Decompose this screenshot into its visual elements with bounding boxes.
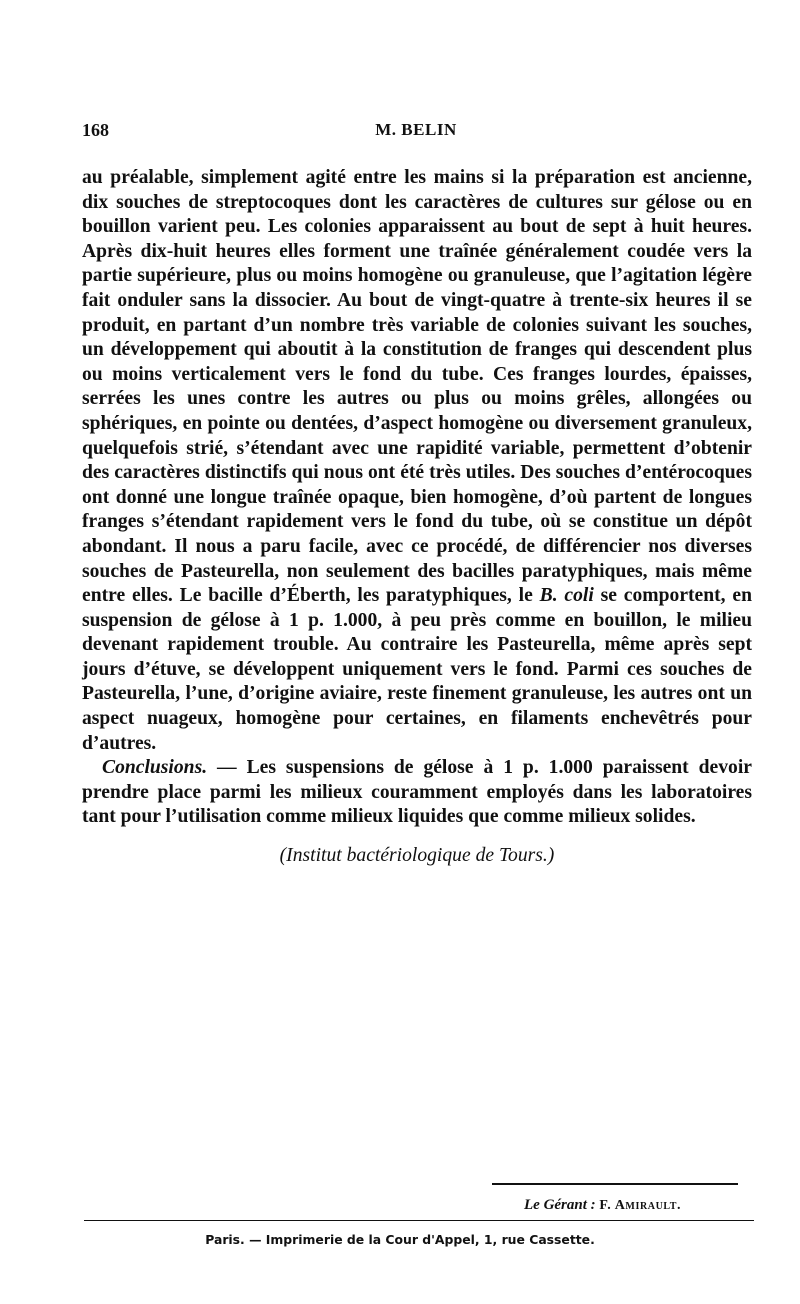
paragraph-text: au préalable, simplement agité entre les mains si la préparation est ancienne, dix souches de streptocoques dont les caractères de cultures sur gélose ou en bouillon varient peu. Les colonies apparaissent au bout de sept à huit heures. Après dix-huit heures elles forment une traînée généralement coudée vers la partie supérieure, plus ou moins homogène ou granuleuse, que l’agitation légère fait onduler sans la dissocier. Au bout de vingt-quatre à trente-six heures il se produit, en partant d’un nombre très variable de colonies suivant les souches, un développement qui aboutit à la constitution de franges qui descendent plus ou moins verticalement vers le fond du tube. Ces franges lourdes, épaisses, serrées les unes contre les autres ou plus ou moins grêles, allongées ou sphériques, en pointe ou dentées, d’aspect homogène ou diversement granuleux, quelquefois strié, s’étendant avec une rapidité variable, permettent d’obtenir des caractères distinctifs qui nous ont été très utiles. Des souches d’entérocoques ont donné une longue traînée opaque, bien homogène, d’où partent de longues franges s’étendant rapidement vers le fond du tube, où se constitue un dépôt abondant. Il nous a paru facile, avec ce procédé, de différencier nos diverses souches de Pasteurella, non seulement des bacilles paratyphiques, mais même entre elles. Le bacille d’Éberth, les paratyphiques, le [82,167,752,607]
gerant-line [524,1197,681,1214]
paragraph-text-end: se comportent, en suspension de gélose à 1 p. 1.000, à peu près comme en bouillon, le milieu devenant rapidement trouble. Au contraire les Pasteurella, même après sept jours d’étuve, se développent uniquement vers le fond. Parmi ces souches de Pasteurella, l’une, d’origine aviaire, reste finement granuleuse, les autres ont un aspect nuageux, homogène pour certaines, en filaments enchevêtrés pour d’autres. [82,585,752,754]
affiliation: (Institut bactériologique de Tours.) [279,845,555,867]
species-name-italic: B. coli [539,585,594,607]
gerant-name: F. Amirault. [599,1198,682,1213]
conclusions-text: — Les suspensions de gélose à 1 p. 1.000 paraissent devoir prendre place parmi les milieux couramment employés dans les laboratoires tant pour l’utilisation comme milieux liquides que comme milieux solides. [82,757,752,828]
article-body [82,166,752,869]
conclusions-label: Conclusions. [102,757,208,779]
body-paragraph [82,166,752,756]
conclusions-paragraph [82,756,752,830]
page-number: 168 [82,120,109,140]
printer-imprint: Paris. — Imprimerie de la Cour d'Appel, 1, rue Cassette. [205,1232,595,1247]
footer-rule-short [492,1183,738,1185]
page-header [82,120,750,146]
gerant-label: Le Gérant : [524,1197,596,1213]
footer-rule-long [84,1220,754,1221]
running-head: M. BELIN [375,120,457,139]
